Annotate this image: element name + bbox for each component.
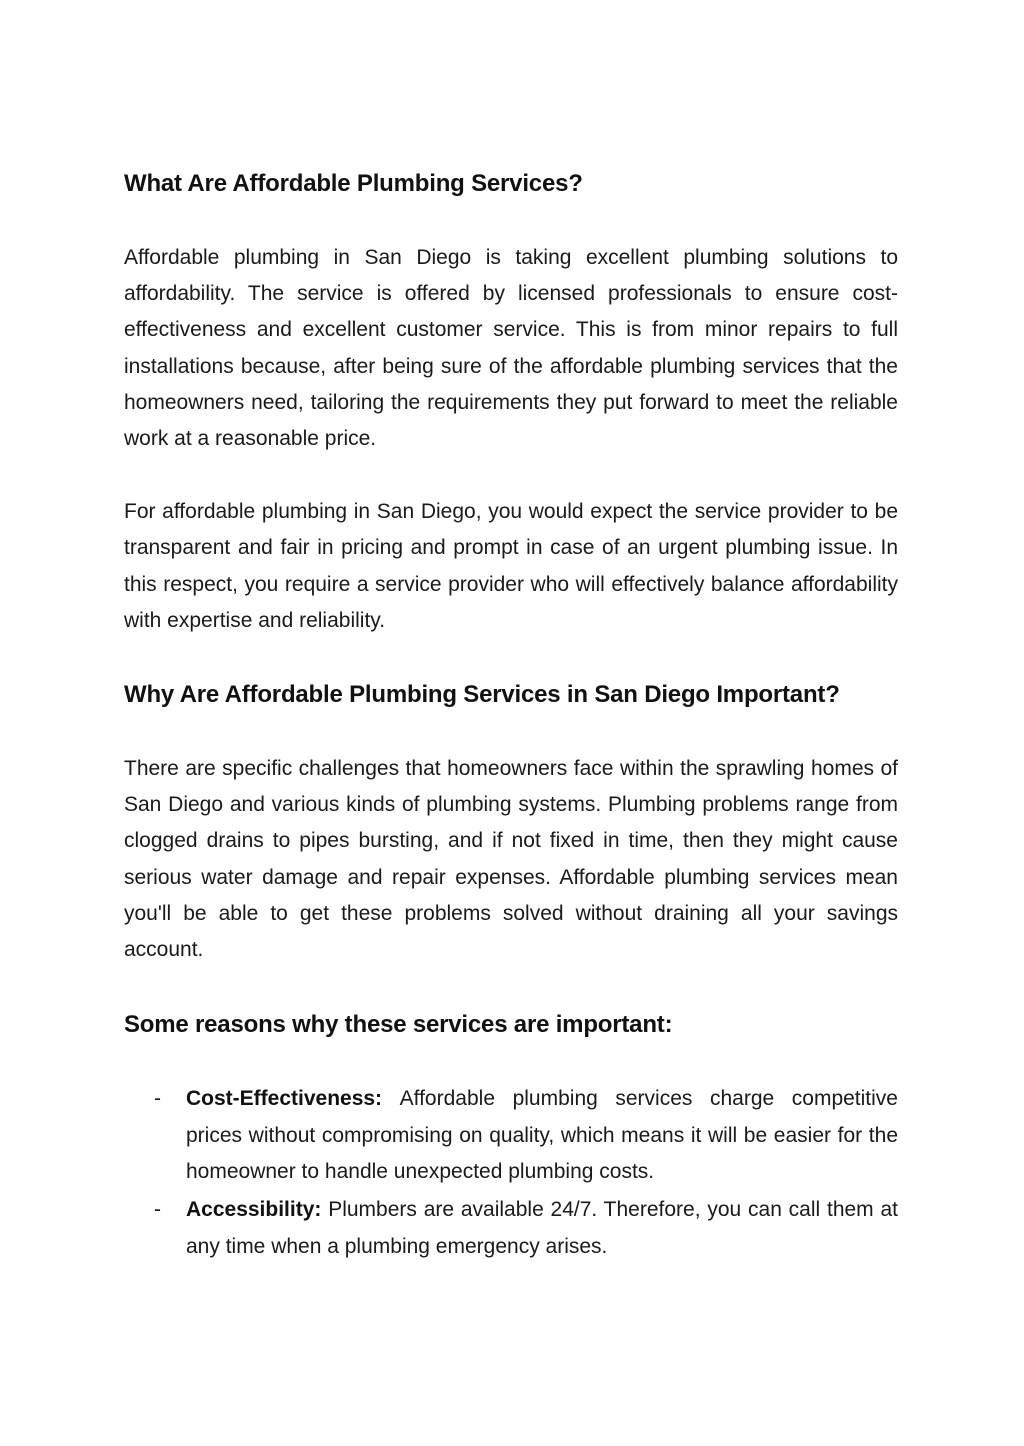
heading-why-important: Why Are Affordable Plumbing Services in San Diego Important? — [124, 681, 840, 709]
paragraph-affordable-plumbing-intro: Affordable plumbing in San Diego is taking excellent plumbing solutions to affordability. The service is offered by licensed professionals to ensure cost-effectiveness and excellent customer service. This is from minor repairs to full installations because, after being sure of the affordable plumbing services that the homeowners need, tailoring the requirements they put forward to meet the reliable work at a reasonable price. — [124, 246, 898, 451]
list-item-text: Plumbers are available 24/7. Therefore, you can call them at any time when a plumbing emergency arises. — [186, 1198, 898, 1258]
list-item-term: Accessibility: — [186, 1198, 329, 1222]
list-item-accessibility — [124, 1192, 898, 1265]
list-dash-marker: - — [154, 1087, 161, 1111]
list-dash-marker: - — [154, 1198, 161, 1222]
list-item-text: Affordable plumbing services charge competitive prices without compromising on quality, which means it will be easier for the homeowner to handle unexpected plumbing costs. — [186, 1087, 898, 1184]
heading-some-reasons: Some reasons why these services are important: — [124, 1011, 673, 1039]
reasons-list — [124, 1081, 898, 1265]
heading-what-are-affordable-plumbing-services: What Are Affordable Plumbing Services? — [124, 170, 583, 197]
paragraph-service-expectations: For affordable plumbing in San Diego, you would expect the service provider to be transparent and fair in pricing and prompt in case of an urgent plumbing issue. In this respect, you require a service provider who will effectively balance affordability with expertise and reliability. — [124, 500, 898, 632]
list-item-term: Cost-Effectiveness: — [186, 1087, 400, 1111]
document-page — [124, 166, 898, 1266]
list-item-cost-effectiveness — [124, 1081, 898, 1191]
paragraph-homeowner-challenges: There are specific challenges that homeowners face within the sprawling homes of San Diego and various kinds of plumbing systems. Plumbing problems range from clogged drains to pipes bursting, and if not fixed in time, then they might cause serious water damage and repair expenses. Affordable plumbing services mean you'll be able to get these problems solved without draining all your savings account. — [124, 757, 898, 962]
